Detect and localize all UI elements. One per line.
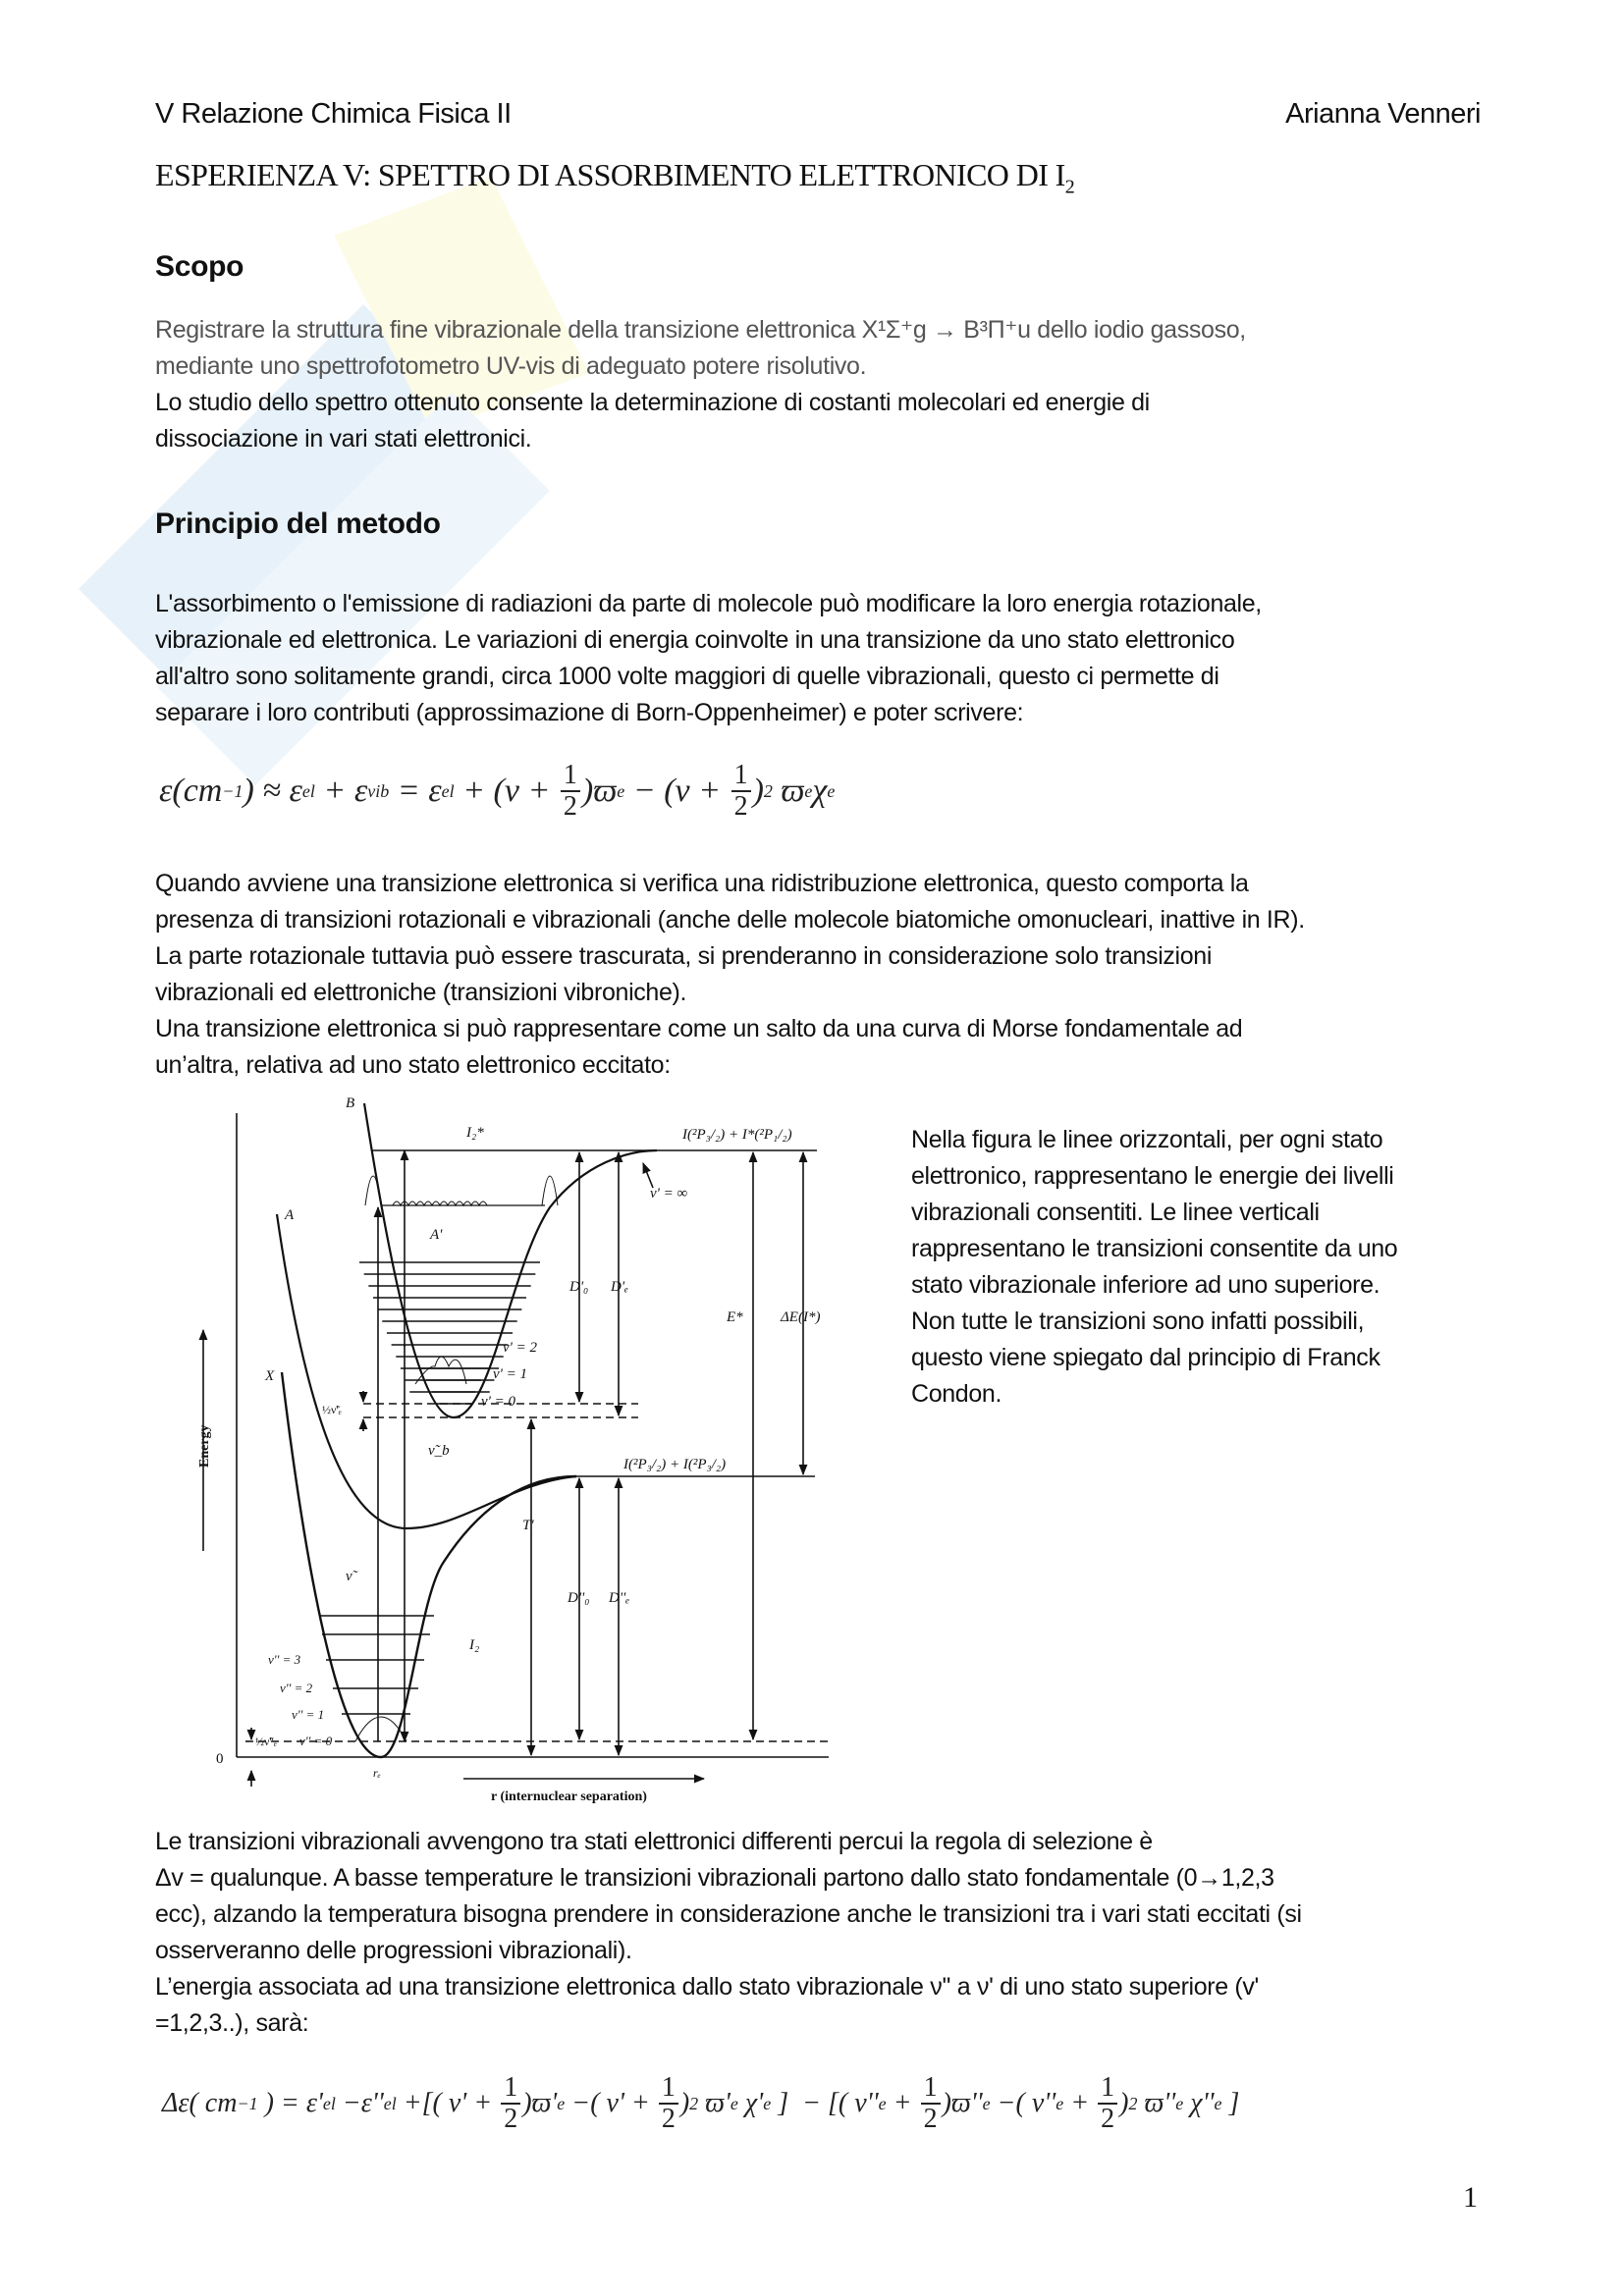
fraction-denominator: 2 — [661, 2104, 676, 2134]
formula-term: ϖ — [772, 773, 805, 809]
label-nu: ν̃ — [346, 1569, 352, 1584]
fraction-denominator: 2 — [504, 2104, 518, 2134]
formula-fraction — [659, 2073, 678, 2134]
label-vp2: v' = 2 — [503, 1340, 537, 1356]
label-vp1: v' = 1 — [493, 1366, 527, 1382]
text-line: separare i loro contributi (approssimazione di Born-Oppenheimer) e poter scrivere: — [155, 699, 1024, 726]
formula-term: )ϖ'' — [942, 2088, 983, 2118]
label-T: T' — [522, 1518, 534, 1533]
formula-term: = ε — [389, 773, 442, 809]
label-energy: Energy — [197, 1424, 212, 1468]
text-line: L'assorbimento o l'emissione di radiazioni da parte di molecole può modificare la loro energia rotazionale, — [155, 590, 1262, 617]
label-half-ve-p: ½ν̃'ₑ — [322, 1403, 342, 1416]
label-upper-limit: I(²P₃/₂) + I*(²P₁/₂) — [682, 1127, 792, 1143]
text-line: Registrare la struttura fine vibrazionale della transizione elettronica X¹Σ⁺g → B³Π⁺u dello iodio gassoso, — [155, 316, 1246, 344]
formula-subscript: el — [441, 780, 455, 801]
formula-fraction — [921, 2073, 941, 2134]
fraction-denominator: 2 — [563, 791, 577, 822]
formula-superscript: −1 — [222, 780, 244, 801]
formula-term: )ϖ' — [522, 2088, 558, 2118]
ground-wavefunction — [355, 1717, 406, 1741]
formula-subscript: e — [557, 2093, 566, 2113]
label-X: X — [265, 1368, 275, 1384]
X-state-curve — [282, 1372, 576, 1757]
label-zero: 0 — [216, 1751, 224, 1767]
fraction-numerator: 1 — [1098, 2073, 1117, 2105]
title-subscript: 2 — [1064, 176, 1075, 198]
text-line: ecc), alzando la temperatura bisogna prendere in considerazione anche le transizioni tra i vari stati eccitati (si — [155, 1900, 1302, 1928]
fraction-numerator: 1 — [501, 2073, 520, 2105]
text-line: elettronico, rappresentano le energie dei livelli — [911, 1162, 1394, 1190]
label-Depp: D''ₑ — [609, 1590, 630, 1606]
label-A-prime: A' — [430, 1227, 443, 1243]
formula-subscript: e — [982, 2093, 991, 2113]
fraction-denominator: 2 — [733, 791, 748, 822]
formula-term: ) — [679, 2088, 690, 2118]
text-line: vibrazionali consentiti. Le linee verticali — [911, 1199, 1320, 1226]
formula-term: ) — [1119, 2088, 1129, 2118]
label-vpp1: v'' = 1 — [292, 1707, 325, 1722]
label-Dep: D'ₑ — [611, 1279, 628, 1295]
text-line: =1,2,3..), sarà: — [155, 2009, 309, 2037]
text-line: osserveranno delle progressioni vibrazionali). — [155, 1937, 632, 1964]
morse-potential-diagram — [137, 1090, 874, 1806]
text-line: L’energia associata ad una transizione elettronica dallo stato vibrazionale ν'' a ν' di uno stato superiore (v' — [155, 1973, 1259, 2001]
principio-paragraph-1 — [155, 586, 1530, 731]
label-A: A — [285, 1207, 295, 1223]
text-line: presenza di transizioni rotazionali e vibrazionali (anche delle molecole biatomiche omonucleari, inattive in IR). — [155, 906, 1305, 934]
fraction-numerator: 1 — [921, 2073, 941, 2105]
text-line: un’altra, relativa ad uno stato elettronico eccitato: — [155, 1051, 671, 1079]
text-line: La parte rotazionale tuttavia può essere trascurata, si prenderanno in considerazione solo transizioni — [155, 942, 1213, 970]
figure-caption-text — [911, 1122, 1490, 1413]
label-I2: I₂ — [469, 1637, 480, 1653]
title-text: ESPERIENZA V: SPETTRO DI ASSORBIMENTO ELETTRONICO DI I — [155, 157, 1065, 192]
formula-term: χ — [812, 773, 828, 809]
formula-fraction — [561, 761, 580, 822]
formula-subscript: vib — [367, 780, 390, 801]
scopo-paragraph — [155, 312, 1530, 457]
text-line: vibrazionale ed elettronica. Le variazioni di energia coinvolte in una transizione da uno stato elettronico — [155, 626, 1235, 654]
heading-principio: Principio del metodo — [155, 507, 441, 540]
formula-subscript: e — [804, 780, 813, 801]
document-title — [155, 157, 1074, 198]
label-vp0: v' = 0 — [481, 1394, 515, 1410]
formula-fraction — [501, 2073, 520, 2134]
fraction-denominator: 2 — [923, 2104, 938, 2134]
label-lower-limit: I(²P₃/₂) + I(²P₃/₂) — [623, 1457, 727, 1472]
text-line: Condon. — [911, 1380, 1002, 1408]
text-line: Non tutte le transizioni sono infatti possibili, — [911, 1308, 1365, 1335]
formula-superscript: −1 — [237, 2093, 258, 2113]
fraction-numerator: 1 — [561, 761, 580, 792]
text-line: dissociazione in vari stati elettronici. — [155, 425, 532, 453]
text-line: Una transizione elettronica si può rappresentare come un salto da una curva di Morse fondamentale ad — [155, 1015, 1243, 1042]
formula-subscript: el — [383, 2093, 397, 2113]
text-line: all'altro sono solitamente grandi, circa 1000 volte maggiori di quelle vibrazionali, questo ci permette di — [155, 663, 1219, 690]
formula-superscript: 2 — [1128, 2093, 1138, 2113]
formula-subscript: e — [617, 780, 625, 801]
text-line: mediante uno spettrofotometro UV-vis di adeguato potere risolutivo. — [155, 352, 867, 380]
fraction-numerator: 1 — [659, 2073, 678, 2105]
formula-term: + — [1063, 2088, 1097, 2118]
formula-term: + — [886, 2088, 919, 2118]
text-line: stato vibrazionale inferiore ad uno superiore. — [911, 1271, 1380, 1299]
heading-scopo: Scopo — [155, 250, 244, 283]
formula-superscript: 2 — [763, 780, 773, 801]
formula-term: ε(cm — [159, 773, 223, 809]
label-vpp3: v'' = 3 — [268, 1652, 301, 1667]
wavefunction-continuum — [365, 1176, 558, 1205]
page-number: 1 — [1463, 2181, 1478, 2214]
label-nu-b: ν̃_b — [428, 1443, 450, 1459]
formula-subscript: e — [1214, 2093, 1222, 2113]
text-line: questo viene spiegato dal principio di Franck — [911, 1344, 1380, 1371]
text-line: Quando avviene una transizione elettronica si verifica una ridistribuzione elettronica, questo comporta la — [155, 870, 1249, 897]
text-line: vibrazionali ed elettroniche (transizioni vibroniche). — [155, 979, 687, 1006]
label-I2star: I₂* — [466, 1125, 484, 1141]
label-Estar: E* — [727, 1309, 743, 1325]
formula-term: ] — [1221, 2088, 1240, 2118]
formula-fraction — [731, 761, 751, 822]
formula-term: ) — [752, 773, 764, 809]
formula-term: ] − [( v'' — [771, 2088, 879, 2118]
formula-subscript: e — [763, 2093, 772, 2113]
formula-term: +[( v' + — [396, 2088, 500, 2118]
formula-subscript: e — [827, 780, 836, 801]
formula-term: ϖ' — [698, 2088, 731, 2118]
energy-formula — [159, 761, 835, 822]
formula-subscript: el — [301, 780, 315, 801]
formula-subscript: e — [1175, 2093, 1184, 2113]
header-author: Arianna Venneri — [1285, 98, 1481, 130]
formula-subscript: e — [1056, 2093, 1064, 2113]
label-D0p: D'₀ — [569, 1279, 589, 1295]
formula-term: χ'' — [1183, 2088, 1215, 2118]
label-dE: ΔE(I*) — [781, 1309, 821, 1325]
principio-paragraph-3 — [155, 1824, 1530, 2042]
label-D0pp: D''₀ — [568, 1590, 590, 1606]
label-half-ve-pp: ½ν̃''ₑ — [255, 1735, 277, 1748]
fraction-numerator: 1 — [731, 761, 751, 792]
fraction-denominator: 2 — [1101, 2104, 1115, 2134]
principio-paragraph-2 — [155, 866, 1530, 1084]
formula-term: ) = ε' — [257, 2088, 323, 2118]
transition-energy-formula — [162, 2073, 1239, 2134]
text-line: Le transizioni vibrazionali avvengono tra stati elettronici differenti percui la regola di selezione è — [155, 1828, 1153, 1855]
formula-superscript: 2 — [689, 2093, 699, 2113]
formula-fraction — [1098, 2073, 1117, 2134]
label-vpp2: v'' = 2 — [280, 1681, 313, 1695]
formula-term: −( v'' — [990, 2088, 1056, 2118]
label-re: rₑ — [373, 1766, 381, 1780]
text-line: Nella figura le linee orizzontali, per ogni stato — [911, 1126, 1383, 1153]
formula-subscript: el — [322, 2093, 336, 2113]
formula-term: ϖ'' — [1137, 2088, 1176, 2118]
text-line: rappresentano le transizioni consentite da uno — [911, 1235, 1398, 1262]
formula-term: )ϖ — [581, 773, 618, 809]
formula-term: −ε'' — [335, 2088, 384, 2118]
formula-term: Δε( cm — [162, 2088, 238, 2118]
label-B: B — [346, 1095, 355, 1111]
formula-subscript: e — [878, 2093, 887, 2113]
formula-term: + ε — [314, 773, 368, 809]
text-line: Lo studio dello spettro ottenuto consente la determinazione di costanti molecolari ed energie di — [155, 389, 1150, 416]
formula-term: χ' — [737, 2088, 764, 2118]
formula-subscript: e — [730, 2093, 738, 2113]
label-vpp0: v'' = 0 — [299, 1734, 333, 1748]
label-v-inf: v' = ∞ — [650, 1186, 688, 1201]
formula-term: − (v + — [624, 773, 730, 809]
header-course-title: V Relazione Chimica Fisica II — [155, 98, 512, 130]
formula-term: + (v + — [454, 773, 559, 809]
formula-term: −( v' + — [565, 2088, 657, 2118]
formula-term: ) ≈ ε — [243, 773, 302, 809]
label-r-axis: r (internuclear separation) — [491, 1789, 647, 1804]
text-line: Δv = qualunque. A basse temperature le transizioni vibrazionali partono dallo stato fondamentale (0→1,2,3 — [155, 1864, 1274, 1892]
